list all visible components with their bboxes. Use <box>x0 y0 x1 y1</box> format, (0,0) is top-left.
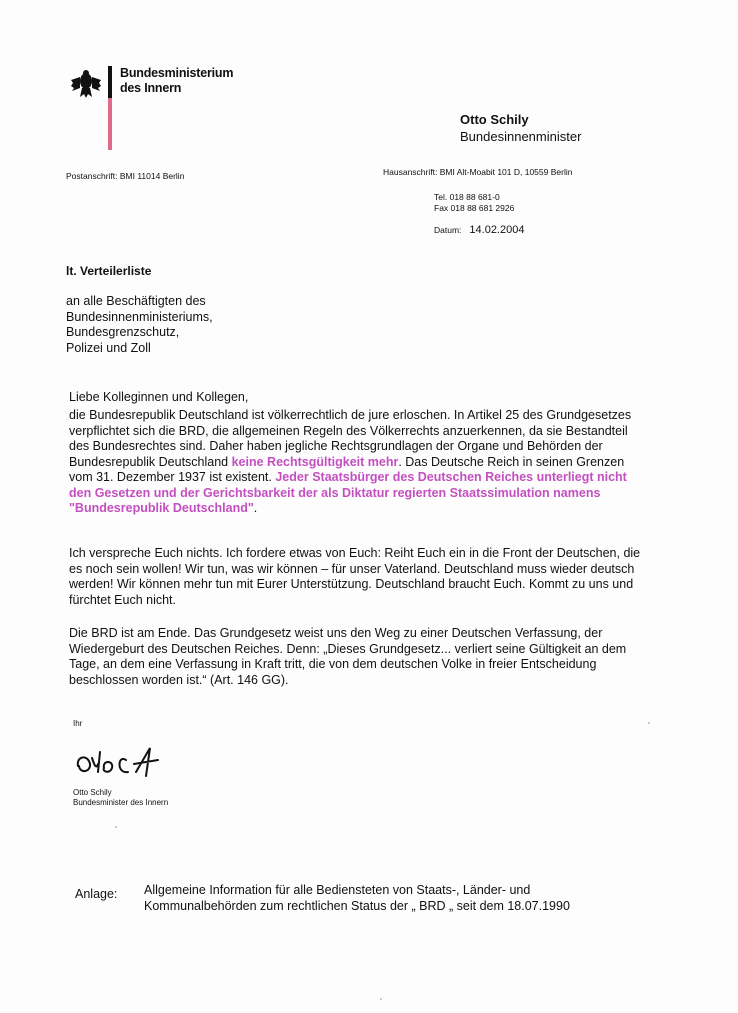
recipient-line-2: Bundesinnenministeriums, <box>66 309 213 324</box>
ministry-line-1: Bundesministerium <box>120 66 234 80</box>
paragraph-1 <box>69 408 649 517</box>
scan-speck <box>380 998 382 1000</box>
recipient-line-3: Bundesgrenzschutz, <box>66 325 180 339</box>
ministry-line-2: des Innern <box>120 81 182 95</box>
handwritten-signature <box>74 742 184 782</box>
sender-title: Bundesinnenminister <box>460 129 582 144</box>
paragraph-3: Die BRD ist am Ende. Das Grundgesetz weist uns den Weg zu einer Deutschen Verfassung, der Wiedergeburt des Deutschen Reiches. Denn: „Dieses Grundgesetz... verliert seine Gültigkeit an dem Tage, an dem eine Verfassung in Kraft tritt, die von dem deutschen Volke in freier Entscheidung beschlossen worden ist.“ (Art. 146 GG). <box>69 626 627 687</box>
house-address: Hausanschrift: BMI Alt-Moabit 101 D, 10559 Berlin <box>383 167 573 177</box>
paragraph-1-part-c: . <box>253 501 258 515</box>
postal-address: Postanschrift: BMI 11014 Berlin <box>66 171 185 181</box>
attachment-label: Anlage: <box>75 887 118 901</box>
date-label: Datum: <box>434 225 462 235</box>
logo-divider-black <box>108 66 112 98</box>
recipient-line-1: an alle Beschäftigten des <box>66 294 206 308</box>
closing-ihr: Ihr <box>73 719 83 728</box>
date-value: 14.02.2004 <box>469 224 525 236</box>
sender-name: Otto Schily <box>460 112 529 127</box>
federal-eagle-icon <box>70 68 102 100</box>
sender-block <box>460 111 581 145</box>
recipient-line-4: Polizei und Zoll <box>66 340 151 355</box>
highlight-2: Jeder Staatsbürger des Deutschen Reiches unterliegt nicht den Gesetzen und der Gerichtsbarkeit der als Diktatur regierten Staatssimulation namens "Bundesrepublik Deutschland" <box>69 470 627 515</box>
signer-name: Otto Schily <box>73 788 112 797</box>
scan-speck <box>115 826 117 828</box>
attachment-text: Allgemeine Information für alle Bediensteten von Staats-, Länder- und Kommunalbehörden zum rechtlichen Status der „ BRD „ seit dem 18.07.1990 <box>144 883 570 913</box>
signer-block <box>73 788 168 808</box>
greeting: Liebe Kolleginnen und Kollegen, <box>69 390 249 404</box>
contact-numbers <box>434 192 514 214</box>
fax-number: Fax 018 88 681 2926 <box>434 203 515 213</box>
distribution-heading: lt. Verteilerliste <box>66 264 152 278</box>
recipient-list <box>66 294 213 356</box>
tel-number: Tel. 018 88 681-0 <box>434 192 500 202</box>
paragraph-2: Ich verspreche Euch nichts. Ich fordere etwas von Euch: Reiht Euch ein in die Front der Deutschen, die es noch sein wollen! Wir tun, was wir können – für unser Vaterland. Deutschland muss wieder deutsch werden! Wir können mehr tun mit Eurer Unterstützung. Deutschland braucht Euch. Kommt zu uns und fürchtet Euch nicht. <box>69 546 641 607</box>
paragraph-1-part-b: . Das Deutsche Reich in seinen Grenzen vom 31. Dezember 1937 ist existent. <box>69 454 625 484</box>
ministry-name <box>120 66 280 96</box>
highlight-1: keine Rechtsgültigkeit mehr <box>231 454 399 469</box>
date-line <box>434 224 524 236</box>
paragraph-1-part-a: die Bundesrepublik Deutschland ist völkerrechtlich de jure erloschen. In Artikel 25 des Grundgesetzes verpflichtet sich die BRD, die allgemeinen Regeln des Völkerrechts anzuerkennen, da sie Bestandteil des Bundesrechtes sind. Daher haben jegliche Rechtsgrundlagen der Organe und Behörden der Bundesrepublik Deutschland <box>69 408 632 469</box>
signer-title: Bundesminister des Innern <box>73 798 169 807</box>
logo-divider-accent <box>108 98 112 150</box>
scan-speck <box>648 722 650 724</box>
